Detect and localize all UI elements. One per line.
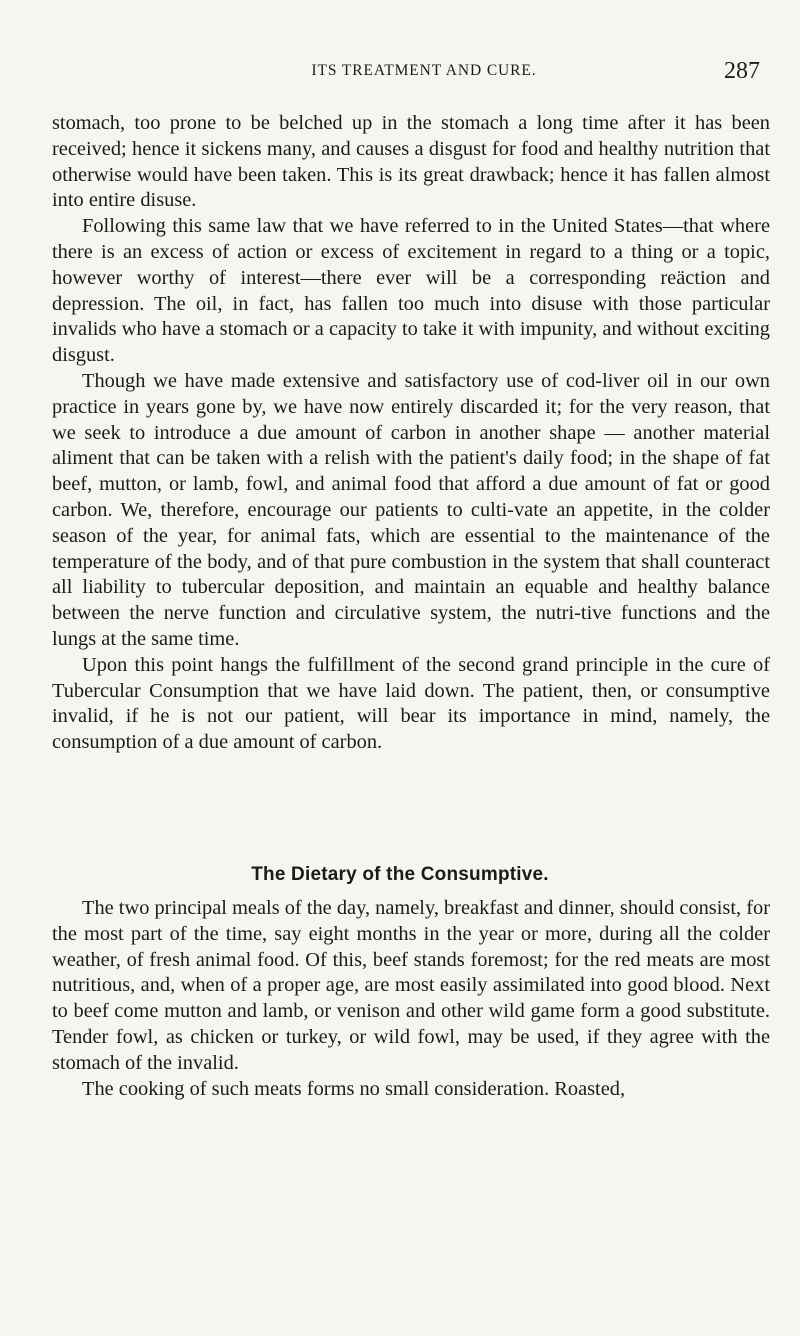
paragraph: Upon this point hangs the fulfillment of the second grand principle in the cure of Tubercular Consumption that we have laid down. The patient, then, or consumptive invalid, if he is not our patient, will bear its importance in mind, namely, the consumption of a due amount of carbon. [52,653,770,754]
paragraph: Though we have made extensive and satisfactory use of cod-liver oil in our own practice in years gone by, we have now entirely discarded it; for the very reason, that we seek to introduce a due amount of carbon in another shape — another material aliment that can be taken with a relish with the patient's daily food; in the shape of fat beef, mutton, or lamb, fowl, and animal food that afford a due amount of fat or good carbon. We, therefore, encourage our patients to culti-vate an appetite, in the colder season of the year, for animal fats, which are essential to the maintenance of the temperature of the body, and of that pure combustion in the system that shall counteract all liability to tubercular deposition, and maintain an equable and healthy balance between the nerve function and circulative system, the nutri-tive functions and the lungs at the same time. [52,369,770,650]
paragraph: stomach, too prone to be belched up in the stomach a long time after it has been received; hence it sickens many, and causes a disgust for food and healthy nutrition that otherwise would have been taken. This is its great drawback; hence it has fallen almost into entire disuse. [52,112,770,212]
running-header [88,58,760,88]
paragraph: The cooking of such meats forms no small consideration. Roasted, [82,1077,626,1100]
section-heading: The Dietary of the Consumptive. [251,864,549,885]
paragraph: Following this same law that we have referred to in the United States—that where there is an excess of action or excess of excitement in regard to a thing or a topic, however worthy of interest—there ever will be a corresponding reäction and depression. The oil, in fact, has fallen too much into disuse with those particular invalids who have a stomach or a capacity to take it with impunity, and without exciting disgust. [52,215,770,367]
paragraph: The two principal meals of the day, namely, breakfast and dinner, should consist, for the most part of the time, say eight months in the year or more, during all the colder weather, of fresh animal food. Of this, beef stands foremost; for the red meats are most nutritious, and, when of a proper age, are most easily assimilated into good blood. Next to beef come mutton and lamb, or venison and other wild game form a good substitute. Tender fowl, as chicken or turkey, or wild fowl, may be used, if they agree with the stomach of the invalid. [52,897,770,1074]
running-title: ITS TREATMENT AND CURE. [311,62,537,79]
page-number: 287 [724,58,760,84]
body-text [52,111,770,756]
section-body-text [52,896,770,1102]
